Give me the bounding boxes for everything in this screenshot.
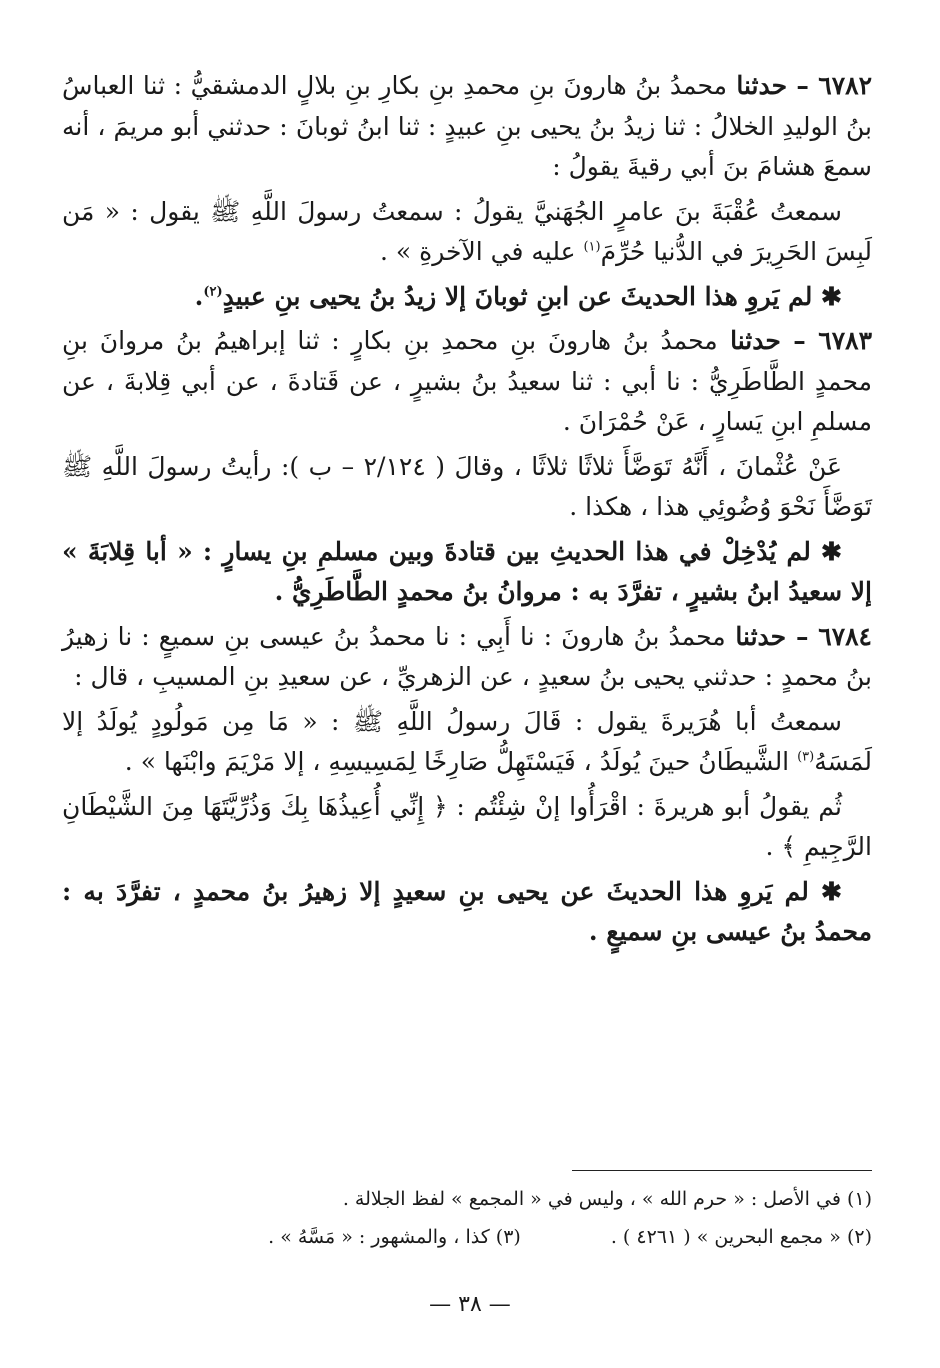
hadith-number: ٦٧٨٣ [818,326,872,355]
footnote-divider [572,1170,872,1171]
hadith-number: ٦٧٨٢ [818,71,872,100]
hadith-6782-note [62,277,872,318]
footnote-1: (١) في الأصل : « حرم الله » ، وليس في « المجمع » لفظ الجلالة . [342,1188,872,1210]
quran-text: ثُم يقولُ أبو هريرةَ : اقْرَأُوا إنْ شِئْتُم : ﴿ إِنِّي أُعِيذُهَا بِكَ وَذُرِّيَّتَهَا مِنَ الشَّيْطَانِ الرَّجِيمِ ﴾ . [62,791,872,861]
hadith-6782-matn [62,192,872,273]
hadith-6783-note [62,532,872,613]
matn-text: سمعتُ أبا هُرَيرةَ يقول : قَالَ رسولُ اللَّهِ ﷺ : « مَا مِن مَولُودٍ يُولَدُ إلا لَمَسَهُ [62,706,872,776]
footnote-ref-3: (٣) [797,749,815,765]
isnad-text: محمدُ بنُ هارونَ : نا أَبِي : نا محمدُ بنُ عيسى بنِ سميعٍ : نا زهيرُ بنُ محمدٍ : حدثني يحيى بنُ سعيدٍ ، عن الزهريِّ ، عن سعيدِ بنِ المسيبِ ، قال : [62,621,872,691]
footnotes [62,1180,872,1256]
matn-text: عَنْ عُثْمانَ ، أَنَّهُ تَوَضَّأَ ثلاثًا ثلاثًا ، وقالَ ( ٢/١٢٤ – ب ): رأيتُ رسولَ اللَّهِ ﷺ تَوَضَّأَ نَحْوَ وُضُوئِي هذا ، هكذا . [62,451,872,521]
hadith-6784-quran [62,787,872,868]
hadith-lead: – حدثنا [717,326,819,355]
hadith-6782-isnad [62,66,872,188]
page-number: — ٣٨ — [429,1292,511,1317]
note-text: ✱ لم يَروِ هذا الحديثَ عن ابنِ ثوبانَ إلا زيدُ بنُ يحيى بنِ عبيدٍ [222,281,842,311]
note-text: ✱ لم يُدْخِلْ في هذا الحديثِ بين قتادةَ وبين مسلمِ بنِ يسارٍ : « أبا قِلابَةَ » إلا سعيدُ ابنُ بشيرٍ ، تفرَّدَ به : مروانُ بنُ محمدٍ الطَّاطَرِيُّ . [62,536,872,606]
footnote-ref-1: (١) [583,239,601,255]
note-end: . [194,281,204,311]
footnote-line-2 [62,1218,872,1256]
footnote-ref-2: (٢) [203,284,223,300]
matn-text-end: الشَّيطَانُ حينَ يُولَدُ ، فَيَسْتَهِلُّ صَارِخًا لِمَسِيسِهِ ، إلا مَرْيَمَ وابْنَها » . [124,747,798,776]
note-text: ✱ لم يَروِ هذا الحديثَ عن يحيى بنِ سعيدٍ إلا زهيرُ بنُ محمدٍ ، تفرَّدَ به : محمدُ بنُ عيسى بنِ سميعٍ . [62,876,872,946]
hadith-lead: – حدثنا [725,621,819,651]
hadith-6784-matn [62,702,872,783]
footnote-3: (٣) كذا ، والمشهور : « مَسَّهُ » . [268,1226,521,1248]
isnad-text: محمدُ بنُ هارونَ بنِ محمدِ بنِ بكارٍ : ثنا إبراهيمُ بنُ مروانَ بنِ محمدٍ الطَّاطَرِيُّ : نا أبي : ثنا سعيدُ بنُ بشيرٍ ، عن قَتادةَ ، عن أبي قِلابةَ ، عن مسلمِ ابنِ يَسارٍ ، عَنْ حُمْرَانَ . [62,326,872,436]
matn-text-end: عليه في الآخرةِ » . [380,237,584,266]
isnad-text: محمدُ بنُ هارونَ بنِ محمدِ بنِ بكارِ بنِ بلالٍ الدمشقيُّ : ثنا العباسُ بنُ الوليدِ الخلالُ : ثنا زيدُ بنُ يحيى بنِ عبيدٍ : ثنا ابنُ ثوبانَ : حدثني أبو مريمَ ، أنه سمعَ هشامَ بنَ أبي رقيةَ يقولُ : [62,71,872,181]
hadith-lead: – حدثنا [726,71,819,100]
hadith-6784-isnad [62,617,872,698]
hadith-number: ٦٧٨٤ [818,621,872,651]
hadith-6783-matn [62,447,872,528]
matn-text: سمعتُ عُقْبَةَ بنَ عامرٍ الجُهَنيَّ يقولُ : سمعتُ رسولَ اللَّهِ ﷺ يقول : « مَن لَبِسَ الحَرِيرَ في الدُّنيا حُرِّمَ [62,196,872,266]
footnote-2: (٢) « مجمع البحرين » ( ٤٢٦١ ) . [610,1226,872,1248]
hadith-6783-isnad [62,321,872,443]
hadith-6784-note [62,872,872,953]
